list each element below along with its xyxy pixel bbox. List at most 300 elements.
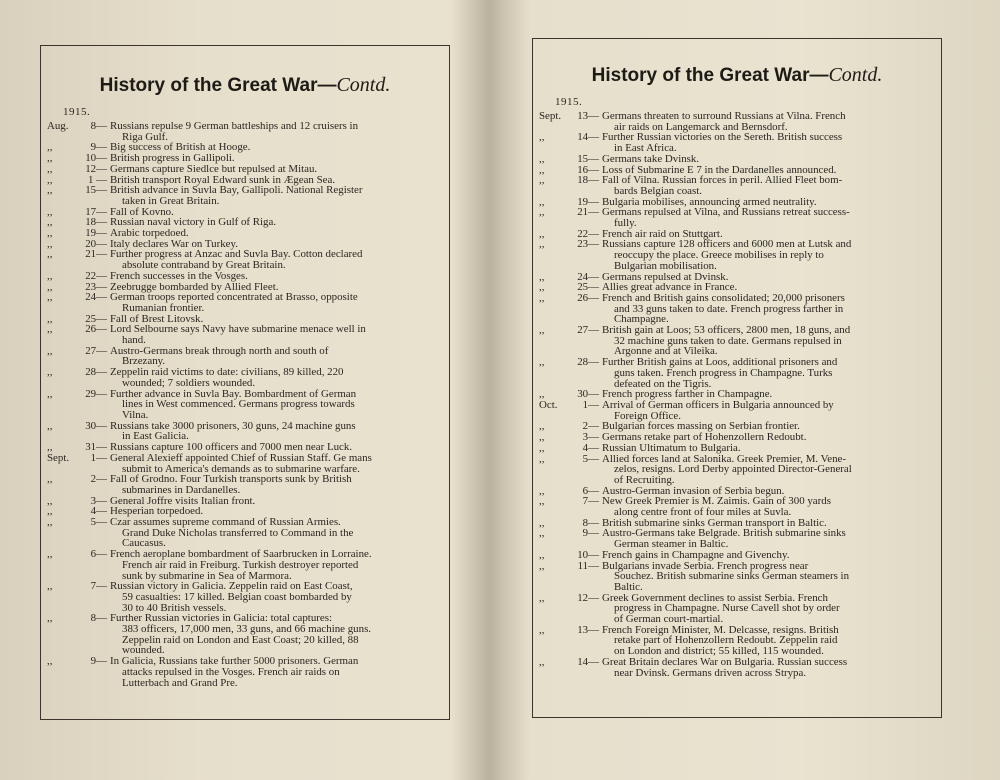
entry-month: ,,	[47, 280, 53, 293]
entry-text	[599, 561, 937, 593]
entry-month: ,,	[539, 195, 545, 208]
entry-line: French successes in the Vosges.	[110, 269, 248, 282]
entry-line: wounded.	[122, 644, 165, 657]
chronology-entry	[47, 389, 445, 421]
right-page-title	[533, 64, 941, 87]
entry-line: Allies great advance in France.	[602, 281, 738, 294]
entry-day: 5—	[582, 452, 599, 465]
entry-line: fully.	[614, 217, 637, 230]
entry-text	[107, 613, 445, 656]
entry-text	[107, 367, 445, 388]
entry-day: 15—	[577, 152, 599, 165]
entry-line: Zeebrugge bombarded by Allied Fleet.	[110, 280, 279, 293]
entry-line: on London and district; 55 killed, 115 wounded.	[614, 645, 824, 658]
entry-text	[107, 581, 445, 613]
entry-text	[599, 400, 937, 421]
entry-text	[599, 625, 937, 657]
entry-line: Further progress at Anzac and Suvla Bay. Cotton declared	[110, 248, 363, 261]
chronology-entry	[47, 613, 445, 656]
entry-line: Caucasus.	[122, 537, 166, 550]
entry-month: ,,	[539, 591, 545, 604]
entry-month: ,,	[47, 216, 53, 229]
chronology-entry	[539, 593, 937, 625]
entry-text	[107, 549, 445, 581]
entry-day: 14—	[577, 655, 599, 668]
right-page-frame	[532, 38, 942, 718]
entry-day: 1 —	[87, 173, 107, 186]
entry-day: 29—	[85, 387, 107, 400]
entry-line: Germans repulsed at Dvinsk.	[602, 270, 729, 283]
entry-month: ,,	[47, 505, 53, 518]
entry-line: Fall of Kovno.	[110, 205, 174, 218]
entry-day: 26—	[85, 323, 107, 336]
entry-line: Fall of Vilna. Russian forces in peril. Allied Fleet bom-	[602, 174, 843, 187]
left-page-title	[41, 74, 449, 97]
entry-line: Further Russian victories on the Sereth. British success	[602, 131, 843, 144]
entry-line: British progress in Gallipoli.	[110, 152, 235, 165]
entry-day: 12—	[85, 162, 107, 175]
title-text: History of the Great War—	[591, 65, 829, 86]
chronology-entry	[47, 324, 445, 345]
entry-month: ,,	[539, 484, 545, 497]
entry-day: 13—	[577, 623, 599, 636]
entry-month: ,,	[47, 269, 53, 282]
entry-day: 20—	[85, 237, 107, 250]
entry-line: Italy declares War on Turkey.	[110, 237, 238, 250]
entry-month: ,,	[47, 494, 53, 507]
entry-day: 24—	[85, 291, 107, 304]
entry-day: 18—	[577, 174, 599, 187]
chronology-entry	[47, 249, 445, 270]
entry-text	[107, 185, 445, 206]
entry-line: Germans threaten to surround Russians at Vilna. French	[602, 110, 846, 122]
entry-line: Souchez. British submarine sinks German steamers in	[614, 570, 850, 583]
entry-text	[599, 132, 937, 153]
entry-day: 25—	[577, 281, 599, 294]
chronology-entry	[539, 239, 937, 271]
entry-line: Austro-German invasion of Serbia begun.	[602, 484, 785, 497]
entry-line: of German court-martial.	[614, 613, 724, 626]
entry-day: 11—	[577, 559, 599, 572]
entry-line: Bulgaria mobilises, announcing armed neutrality.	[602, 195, 817, 208]
entry-line: progress in Champagne. Nurse Cavell shot by order	[614, 602, 840, 615]
entry-day: 4—	[582, 441, 599, 454]
entry-line: Austro-Germans break through north and south of	[110, 344, 329, 357]
entry-month: Sept.	[47, 451, 70, 464]
entry-line: French and British gains consolidated; 20,000 prisoners	[602, 291, 845, 304]
entry-day: 9—	[90, 141, 107, 154]
left-page-year: 1915.	[63, 106, 91, 118]
entry-day: 13—	[577, 110, 599, 122]
entry-line: Germans capture Siedlce but repulsed at Mitau.	[110, 162, 318, 175]
entry-line: lines in West commenced. Germans progress towards	[122, 398, 355, 411]
entry-line: Arrival of German officers in Bulgaria announced by	[602, 398, 834, 411]
entry-month: ,,	[47, 173, 53, 186]
entry-line: Russians capture 100 officers and 7000 men near Luck.	[110, 441, 353, 454]
title-contd: Contd.	[828, 64, 883, 86]
chronology-entry	[539, 625, 937, 657]
entry-line: Argonne and at Vileika.	[614, 345, 718, 358]
entry-line: Russians take 3000 prisoners, 30 guns, 24 machine guns	[110, 419, 356, 432]
chronology-entry	[47, 346, 445, 367]
entry-text	[599, 357, 937, 389]
entry-day: 22—	[85, 269, 107, 282]
entry-text	[599, 443, 937, 454]
entry-line: Further advance in Suvla Bay. Bombardment of German	[110, 387, 357, 400]
entry-month: ,,	[47, 323, 53, 336]
entry-line: French Foreign Minister, M. Delcasse, resigns. British	[602, 623, 839, 636]
entry-text	[107, 453, 445, 474]
entry-day: 23—	[85, 280, 107, 293]
entry-month: Oct.	[539, 398, 558, 411]
entry-month: ,,	[47, 473, 53, 486]
entry-text	[599, 325, 937, 357]
entry-day: 9—	[90, 655, 107, 668]
chronology-entry	[47, 656, 445, 688]
entry-month: ,,	[47, 548, 53, 561]
entry-line: taken in Great Britain.	[122, 194, 220, 207]
entry-month: ,,	[47, 237, 53, 250]
entry-day: 23—	[577, 238, 599, 251]
entry-line: Lutterbach and Grand Pre.	[122, 676, 238, 689]
entry-line: British advance in Suvla Bay, Gallipoli. National Register	[110, 184, 363, 197]
entry-line: Fall of Brest Litovsk.	[110, 312, 204, 325]
entry-month: ,,	[47, 291, 53, 304]
entry-month: ,,	[539, 270, 545, 283]
entry-line: hand.	[122, 334, 146, 347]
entry-line: Allied forces land at Salonika. Greek Premier, M. Vene-	[602, 452, 847, 465]
entry-text	[599, 496, 937, 517]
entry-day: 17—	[85, 205, 107, 218]
right-page	[492, 0, 1000, 780]
entry-line: Loss of Submarine E 7 in the Dardanelles announced.	[602, 163, 837, 176]
entry-line: 30 to 40 British vessels.	[122, 601, 227, 614]
entry-text	[599, 593, 937, 625]
entry-month: ,,	[539, 174, 545, 187]
entry-line: 32 machine guns taken to date. Germans repulsed in	[614, 334, 842, 347]
entry-month: ,,	[539, 420, 545, 433]
entry-text	[107, 164, 445, 175]
entry-line: air raids on Langemarck and Bernsdorf.	[614, 120, 788, 133]
entry-line: Bulgarians invade Serbia. French progress near	[602, 559, 809, 572]
entry-line: French air raid in Freiburg. Turkish destroyer reported	[122, 558, 359, 571]
chronology-entry	[539, 561, 937, 593]
entry-line: French progress farther in Champagne.	[602, 388, 773, 401]
entry-text	[107, 389, 445, 421]
entry-day: 10—	[577, 548, 599, 561]
entry-line: submarines in Dardanelles.	[122, 483, 241, 496]
entry-text	[107, 656, 445, 688]
entry-line: Further Russian victories in Galicia: total captures:	[110, 612, 332, 625]
entry-month: ,,	[47, 184, 53, 197]
entry-month: ,,	[539, 548, 545, 561]
entry-day: 7—	[90, 580, 107, 593]
entry-month: ,,	[539, 238, 545, 251]
entry-month: ,,	[539, 131, 545, 144]
chronology-entry	[539, 175, 937, 196]
entry-line: Russian victory in Galicia. Zeppelin raid on East Coast,	[110, 580, 353, 593]
entry-line: Hesperian torpedoed.	[110, 505, 204, 518]
entry-line: Russians repulse 9 German battleships and 12 cruisers in	[110, 120, 359, 132]
entry-month: ,,	[47, 612, 53, 625]
entry-day: 24—	[577, 270, 599, 283]
entry-month: ,,	[47, 227, 53, 240]
entry-text	[599, 154, 937, 165]
chronology-entry	[539, 132, 937, 153]
entry-line: 383 officers, 17,000 men, 33 guns, and 66 machine guns.	[122, 623, 372, 636]
entry-line: Brzezany.	[122, 355, 166, 368]
entry-line: Baltic.	[614, 580, 643, 593]
entry-day: 8—	[90, 612, 107, 625]
chronology-entry	[539, 528, 937, 549]
entry-line: Bulgarian mobilisation.	[614, 259, 717, 272]
chronology-entry	[47, 421, 445, 442]
entry-day: 18—	[85, 216, 107, 229]
chronology-entry	[539, 293, 937, 325]
chronology-entry	[539, 111, 937, 132]
entry-line: French air raid on Stuttgart.	[602, 227, 723, 240]
chronology-entry	[47, 549, 445, 581]
chronology-entry	[539, 657, 937, 678]
entry-line: German troops reported concentrated at Brasso, opposite	[110, 291, 358, 304]
entry-line: Zeppelin raid victims to date: civilians, 89 killed, 220	[110, 366, 344, 379]
entry-line: Riga Gulf.	[122, 130, 168, 143]
entry-month: ,,	[539, 441, 545, 454]
chronology-entry	[539, 443, 937, 454]
chronology-entry	[539, 454, 937, 486]
entry-line: New Greek Premier is M. Zaimis. Gain of 300 yards	[602, 495, 831, 508]
entry-month: ,,	[539, 152, 545, 165]
entry-line: attacks repulsed in the Vosges. French air raids on	[122, 665, 340, 678]
chronology-entry	[47, 185, 445, 206]
entry-line: near Dvinsk. Germans driven across Strypa.	[614, 666, 807, 679]
chronology-entry	[539, 496, 937, 517]
entry-day: 31—	[85, 441, 107, 454]
entry-day: 28—	[577, 356, 599, 369]
entry-day: 12—	[577, 591, 599, 604]
entry-line: British transport Royal Edward sunk in Ægean Sea.	[110, 173, 336, 186]
entry-line: French aeroplane bombardment of Saarbrucken in Lorraine.	[110, 548, 372, 561]
entry-text	[599, 175, 937, 196]
right-page-year: 1915.	[555, 96, 583, 108]
entry-line: submit to America's demands as to submarine warfare.	[122, 462, 360, 475]
entry-line: Czar assumes supreme command of Russian Armies.	[110, 516, 341, 529]
entry-text	[107, 421, 445, 442]
entry-month: ,,	[539, 227, 545, 240]
entry-line: Germans repulsed at Vilna, and Russians retreat success-	[602, 206, 850, 219]
entry-day: 2—	[582, 420, 599, 433]
chronology-entry	[539, 400, 937, 421]
entry-line: Grand Duke Nicholas transferred to Command in the	[122, 526, 354, 539]
left-page-frame	[40, 45, 450, 720]
entry-line: General Alexieff appointed Chief of Russian Staff. Ge mans	[110, 451, 372, 464]
entry-month: ,,	[539, 516, 545, 529]
entry-day: 3—	[90, 494, 107, 507]
entry-day: 22—	[577, 227, 599, 240]
chronology-entry	[47, 581, 445, 613]
chronology-entry	[539, 154, 937, 165]
entry-line: Foreign Office.	[614, 409, 681, 422]
entry-month: ,,	[47, 580, 53, 593]
entry-line: Bulgarian forces massing on Serbian frontier.	[602, 420, 800, 433]
entry-day: 15—	[85, 184, 107, 197]
entry-day: 1—	[90, 451, 107, 464]
entry-line: in East Galicia.	[122, 430, 189, 443]
entry-day: 25—	[85, 312, 107, 325]
chronology-entry	[47, 292, 445, 313]
entry-month: ,,	[47, 312, 53, 325]
entry-line: Arabic torpedoed.	[110, 227, 189, 240]
entry-text	[107, 249, 445, 270]
entry-line: Further British gains at Loos, additional prisoners and	[602, 356, 838, 369]
entry-day: 27—	[85, 344, 107, 357]
entry-month: ,,	[539, 527, 545, 540]
entry-month: ,,	[539, 559, 545, 572]
entry-line: wounded; 7 soldiers wounded.	[122, 376, 256, 389]
entry-month: ,,	[47, 419, 53, 432]
entry-day: 4—	[90, 505, 107, 518]
entry-month: ,,	[47, 162, 53, 175]
entry-month: ,,	[47, 366, 53, 379]
chronology-entry	[47, 367, 445, 388]
entry-month: ,,	[539, 495, 545, 508]
entry-day: 6—	[90, 548, 107, 561]
entry-line: Great Britain declares War on Bulgaria. Russian success	[602, 655, 848, 668]
entry-line: Zeppelin raid on London and East Coast; 20 killed, 88	[122, 633, 359, 646]
title-contd: Contd.	[336, 74, 391, 96]
entry-line: Lord Selbourne says Navy have submarine menace well in	[110, 323, 366, 336]
entry-month: Sept.	[539, 110, 562, 122]
entry-month: ,,	[539, 206, 545, 219]
entry-line: Germans take Dvinsk.	[602, 152, 700, 165]
entry-month: ,,	[47, 655, 53, 668]
entry-month: ,,	[539, 163, 545, 176]
entry-month: ,,	[47, 441, 53, 454]
entry-line: French gains in Champagne and Givenchy.	[602, 548, 790, 561]
entry-line: 59 casualties: 17 killed. Belgian coast bombarded by	[122, 590, 352, 603]
entry-line: Germans retake part of Hohenzollern Redoubt.	[602, 431, 807, 444]
entry-text	[599, 657, 937, 678]
entry-day: 19—	[577, 195, 599, 208]
entry-line: defeated on the Tigris.	[614, 377, 712, 390]
entry-day: 6—	[582, 484, 599, 497]
entry-day: 5—	[90, 516, 107, 529]
entry-month: ,,	[47, 205, 53, 218]
entry-line: Russian Ultimatum to Bulgaria.	[602, 441, 741, 454]
entry-line: Russian naval victory in Gulf of Riga.	[110, 216, 277, 229]
entry-text	[599, 528, 937, 549]
entry-day: 30—	[577, 388, 599, 401]
entry-line: along centre front of four miles at Suvla.	[614, 506, 792, 519]
entry-line: guns taken. French progress in Champagne. Turks	[614, 366, 833, 379]
entry-line: of Recruiting.	[614, 473, 675, 486]
entry-day: 21—	[85, 248, 107, 261]
entry-text	[107, 474, 445, 495]
entry-line: British submarine sinks German transport in Baltic.	[602, 516, 827, 529]
entry-day: 16—	[577, 163, 599, 176]
entry-line: Austro-Germans take Belgrade. British submarine sinks	[602, 527, 846, 540]
entry-month: ,,	[47, 141, 53, 154]
entry-line: General Joffre visits Italian front.	[110, 494, 256, 507]
entry-day: 10—	[85, 152, 107, 165]
entry-month: ,,	[47, 387, 53, 400]
chronology-entry	[47, 164, 445, 175]
entry-day: 21—	[577, 206, 599, 219]
entry-month: ,,	[47, 248, 53, 261]
chronology-entry	[47, 271, 445, 282]
chronology-entry	[47, 453, 445, 474]
entry-month: ,,	[539, 291, 545, 304]
left-entries-list	[47, 121, 445, 688]
entry-month: ,,	[539, 655, 545, 668]
left-page	[0, 0, 492, 780]
entry-month: ,,	[539, 388, 545, 401]
entry-month: ,,	[47, 516, 53, 529]
entry-line: sunk by submarine in Sea of Marmora.	[122, 569, 292, 582]
entry-month: ,,	[539, 623, 545, 636]
entry-line: Champagne.	[614, 313, 669, 326]
entry-line: Rumanian frontier.	[122, 301, 205, 314]
entry-line: in East Africa.	[614, 142, 677, 155]
entry-line: German steamer in Baltic.	[614, 538, 729, 551]
entry-month: ,,	[47, 344, 53, 357]
entry-day: 8—	[582, 516, 599, 529]
entry-line: British gain at Loos; 53 officers, 2800 men, 18 guns, and	[602, 324, 851, 337]
chronology-entry	[47, 474, 445, 495]
entry-day: 14—	[577, 131, 599, 144]
entry-line: and 33 guns taken to date. French progress farther in	[614, 302, 844, 315]
entry-day: 8—	[90, 120, 107, 132]
entry-text	[599, 550, 937, 561]
entry-day: 7—	[582, 495, 599, 508]
chronology-entry	[47, 517, 445, 549]
entry-text	[599, 207, 937, 228]
entry-text	[107, 517, 445, 549]
entry-text	[107, 346, 445, 367]
entry-day: 28—	[85, 366, 107, 379]
entry-month: ,,	[539, 452, 545, 465]
entry-day: 9—	[582, 527, 599, 540]
right-entries-list	[539, 111, 937, 678]
entry-text	[107, 292, 445, 313]
entry-line: Greek Government declines to assist Serbia. French	[602, 591, 828, 604]
chronology-entry	[539, 550, 937, 561]
entry-day: 19—	[85, 227, 107, 240]
entry-month: ,,	[539, 324, 545, 337]
entry-text	[599, 293, 937, 325]
entry-text	[599, 239, 937, 271]
chronology-entry	[539, 357, 937, 389]
entry-month: Aug.	[47, 120, 69, 132]
entry-text	[107, 121, 445, 142]
entry-month: ,,	[539, 356, 545, 369]
entry-day: 1—	[582, 398, 599, 411]
chronology-entry	[539, 207, 937, 228]
chronology-entry	[47, 121, 445, 142]
entry-line: retake part of Hohenzollern Redoubt. Zeppelin raid	[614, 634, 838, 647]
entry-month: ,,	[539, 431, 545, 444]
entry-month: ,,	[539, 281, 545, 294]
entry-line: Fall of Grodno. Four Turkish transports sunk by British	[110, 473, 352, 486]
entry-line: In Galicia, Russians take further 5000 prisoners. German	[110, 655, 359, 668]
entry-day: 3—	[582, 431, 599, 444]
entry-day: 30—	[85, 419, 107, 432]
entry-line: bards Belgian coast.	[614, 184, 703, 197]
chronology-entry	[539, 325, 937, 357]
entry-line: Russians capture 128 officers and 6000 men at Lutsk and	[602, 238, 852, 251]
entry-day: 2—	[90, 473, 107, 486]
title-text: History of the Great War—	[99, 75, 337, 96]
